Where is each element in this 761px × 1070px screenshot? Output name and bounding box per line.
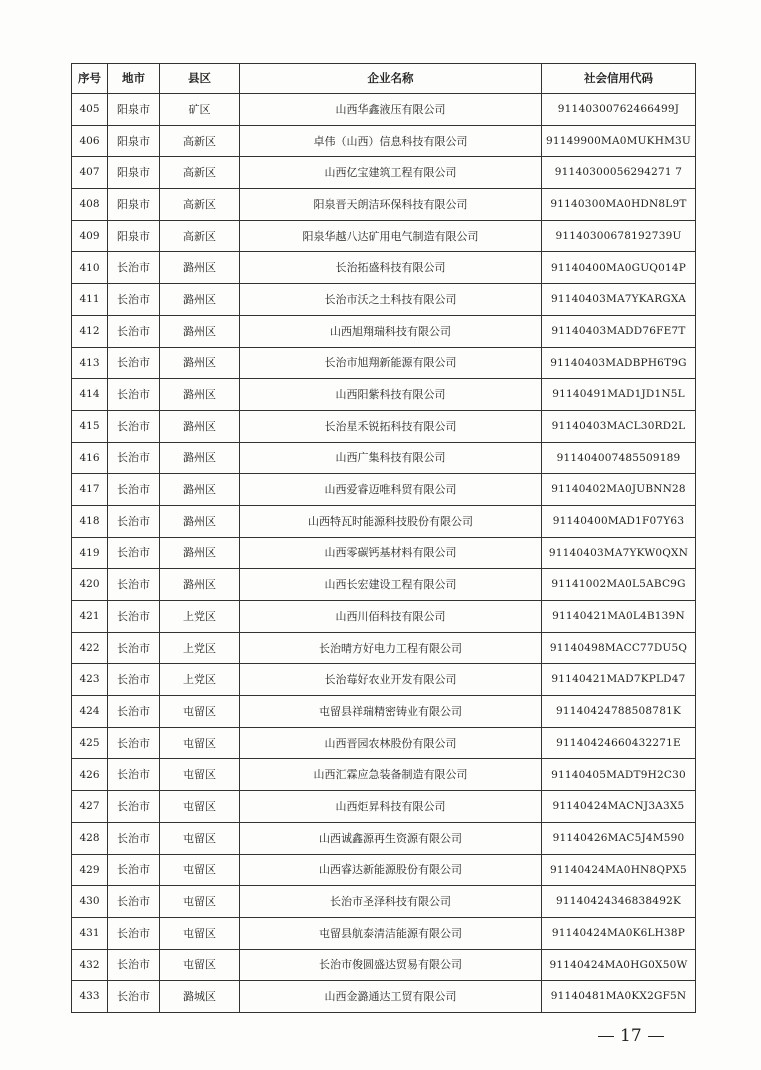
cell-district: 潞州区 bbox=[160, 474, 240, 506]
cell-credit-code: 91140424MA0HG0X50W bbox=[542, 949, 696, 981]
cell-credit-code: 91140491MAD1JD1N5L bbox=[542, 379, 696, 411]
cell-district: 潞州区 bbox=[160, 442, 240, 474]
cell-city: 长治市 bbox=[108, 410, 160, 442]
cell-company-name: 屯留县航泰清洁能源有限公司 bbox=[240, 917, 542, 949]
cell-district: 矿区 bbox=[160, 94, 240, 126]
cell-company-name: 山西零碳钙基材料有限公司 bbox=[240, 537, 542, 569]
table-row bbox=[72, 252, 696, 284]
cell-district: 潞州区 bbox=[160, 537, 240, 569]
cell-index: 424 bbox=[72, 696, 108, 728]
table-row bbox=[72, 981, 696, 1013]
table-header-row bbox=[72, 64, 696, 94]
cell-index: 418 bbox=[72, 505, 108, 537]
table-row bbox=[72, 696, 696, 728]
table-row bbox=[72, 125, 696, 157]
cell-company-name: 山西广集科技有限公司 bbox=[240, 442, 542, 474]
cell-company-name: 山西亿宝建筑工程有限公司 bbox=[240, 157, 542, 189]
cell-credit-code: 91140426MAC5J4M590 bbox=[542, 822, 696, 854]
header-index: 序号 bbox=[72, 64, 108, 94]
table-row bbox=[72, 822, 696, 854]
cell-credit-code: 91140300762466499J bbox=[542, 94, 696, 126]
header-district: 县区 bbox=[160, 64, 240, 94]
cell-city: 长治市 bbox=[108, 252, 160, 284]
cell-company-name: 山西晋园农林股份有限公司 bbox=[240, 727, 542, 759]
cell-city: 长治市 bbox=[108, 505, 160, 537]
cell-company-name: 山西汇霖应急装备制造有限公司 bbox=[240, 759, 542, 791]
cell-company-name: 长治市沃之土科技有限公司 bbox=[240, 284, 542, 316]
cell-company-name: 山西华鑫液压有限公司 bbox=[240, 94, 542, 126]
cell-company-name: 长治市圣泽科技有限公司 bbox=[240, 886, 542, 918]
cell-credit-code: 91140424MACNJ3A3X5 bbox=[542, 791, 696, 823]
cell-credit-code: 91140300MA0HDN8L9T bbox=[542, 189, 696, 221]
cell-company-name: 山西睿达新能源股份有限公司 bbox=[240, 854, 542, 886]
cell-company-name: 山西长宏建设工程有限公司 bbox=[240, 569, 542, 601]
cell-city: 长治市 bbox=[108, 347, 160, 379]
cell-city: 长治市 bbox=[108, 791, 160, 823]
cell-company-name: 卓伟（山西）信息科技有限公司 bbox=[240, 125, 542, 157]
cell-district: 高新区 bbox=[160, 125, 240, 157]
cell-company-name: 长治拓盛科技有限公司 bbox=[240, 252, 542, 284]
cell-company-name: 长治莓好农业开发有限公司 bbox=[240, 664, 542, 696]
cell-company-name: 山西金潞通达工贸有限公司 bbox=[240, 981, 542, 1013]
table-row bbox=[72, 727, 696, 759]
cell-city: 长治市 bbox=[108, 696, 160, 728]
cell-credit-code: 91140421MA0L4B139N bbox=[542, 601, 696, 633]
cell-credit-code: 91140424660432271E bbox=[542, 727, 696, 759]
cell-company-name: 长治市俊圆盛达贸易有限公司 bbox=[240, 949, 542, 981]
cell-credit-code: 91140403MACL30RD2L bbox=[542, 410, 696, 442]
cell-district: 屯留区 bbox=[160, 917, 240, 949]
cell-company-name: 长治市旭翔新能源有限公司 bbox=[240, 347, 542, 379]
cell-company-name: 山西诚鑫源再生资源有限公司 bbox=[240, 822, 542, 854]
cell-index: 432 bbox=[72, 949, 108, 981]
cell-district: 潞州区 bbox=[160, 410, 240, 442]
cell-company-name: 长治晴方好电力工程有限公司 bbox=[240, 632, 542, 664]
cell-credit-code: 91140400MA0GUQ014P bbox=[542, 252, 696, 284]
table-row bbox=[72, 94, 696, 126]
cell-index: 416 bbox=[72, 442, 108, 474]
cell-city: 长治市 bbox=[108, 537, 160, 569]
cell-credit-code: 91140400MAD1F07Y63 bbox=[542, 505, 696, 537]
cell-credit-code: 91140300678192739U bbox=[542, 220, 696, 252]
table-row bbox=[72, 917, 696, 949]
cell-index: 433 bbox=[72, 981, 108, 1013]
cell-credit-code: 91140402MA0JUBNN28 bbox=[542, 474, 696, 506]
cell-city: 长治市 bbox=[108, 379, 160, 411]
cell-district: 屯留区 bbox=[160, 759, 240, 791]
cell-index: 419 bbox=[72, 537, 108, 569]
cell-company-name: 阳泉华越八达矿用电气制造有限公司 bbox=[240, 220, 542, 252]
cell-district: 潞州区 bbox=[160, 379, 240, 411]
cell-city: 阳泉市 bbox=[108, 94, 160, 126]
cell-city: 阳泉市 bbox=[108, 157, 160, 189]
enterprise-table bbox=[71, 63, 696, 1013]
cell-index: 422 bbox=[72, 632, 108, 664]
cell-index: 409 bbox=[72, 220, 108, 252]
cell-city: 长治市 bbox=[108, 569, 160, 601]
cell-city: 长治市 bbox=[108, 727, 160, 759]
cell-index: 429 bbox=[72, 854, 108, 886]
footer-dash-left bbox=[598, 1036, 614, 1037]
cell-district: 高新区 bbox=[160, 189, 240, 221]
cell-city: 长治市 bbox=[108, 315, 160, 347]
cell-index: 406 bbox=[72, 125, 108, 157]
table-row bbox=[72, 442, 696, 474]
cell-company-name: 山西阳紫科技有限公司 bbox=[240, 379, 542, 411]
cell-company-name: 山西炬昇科技有限公司 bbox=[240, 791, 542, 823]
cell-district: 上党区 bbox=[160, 664, 240, 696]
header-company-name: 企业名称 bbox=[240, 64, 542, 94]
cell-district: 潞州区 bbox=[160, 347, 240, 379]
cell-index: 410 bbox=[72, 252, 108, 284]
table-row bbox=[72, 949, 696, 981]
cell-credit-code: 911404007485509189 bbox=[542, 442, 696, 474]
cell-district: 潞州区 bbox=[160, 315, 240, 347]
cell-index: 417 bbox=[72, 474, 108, 506]
cell-district: 潞州区 bbox=[160, 569, 240, 601]
cell-company-name: 山西特瓦时能源科技股份有限公司 bbox=[240, 505, 542, 537]
table-row bbox=[72, 284, 696, 316]
table-row bbox=[72, 569, 696, 601]
cell-index: 412 bbox=[72, 315, 108, 347]
cell-credit-code: 91149900MA0MUKHM3U bbox=[542, 125, 696, 157]
cell-index: 427 bbox=[72, 791, 108, 823]
cell-company-name: 阳泉晋天朗洁环保科技有限公司 bbox=[240, 189, 542, 221]
table-row bbox=[72, 759, 696, 791]
header-city: 地市 bbox=[108, 64, 160, 94]
cell-district: 屯留区 bbox=[160, 791, 240, 823]
cell-district: 屯留区 bbox=[160, 696, 240, 728]
cell-index: 426 bbox=[72, 759, 108, 791]
cell-credit-code: 91140421MAD7KPLD47 bbox=[542, 664, 696, 696]
table-row bbox=[72, 157, 696, 189]
table-row bbox=[72, 505, 696, 537]
cell-index: 421 bbox=[72, 601, 108, 633]
cell-credit-code: 91140424788508781K bbox=[542, 696, 696, 728]
cell-index: 430 bbox=[72, 886, 108, 918]
table-row bbox=[72, 379, 696, 411]
cell-city: 长治市 bbox=[108, 664, 160, 696]
cell-city: 阳泉市 bbox=[108, 189, 160, 221]
cell-index: 414 bbox=[72, 379, 108, 411]
header-credit-code: 社会信用代码 bbox=[542, 64, 696, 94]
cell-district: 屯留区 bbox=[160, 822, 240, 854]
table-row bbox=[72, 537, 696, 569]
cell-city: 长治市 bbox=[108, 949, 160, 981]
cell-district: 上党区 bbox=[160, 601, 240, 633]
cell-credit-code: 91140424346838492K bbox=[542, 886, 696, 918]
cell-credit-code: 91140300056294271 7 bbox=[542, 157, 696, 189]
table-row bbox=[72, 791, 696, 823]
cell-district: 屯留区 bbox=[160, 854, 240, 886]
cell-district: 屯留区 bbox=[160, 886, 240, 918]
cell-index: 428 bbox=[72, 822, 108, 854]
cell-district: 屯留区 bbox=[160, 727, 240, 759]
cell-credit-code: 91140403MA7YKARGXA bbox=[542, 284, 696, 316]
cell-credit-code: 91140498MACC77DU5Q bbox=[542, 632, 696, 664]
table-row bbox=[72, 664, 696, 696]
cell-credit-code: 91140403MADBPH6T9G bbox=[542, 347, 696, 379]
cell-district: 高新区 bbox=[160, 220, 240, 252]
cell-district: 潞州区 bbox=[160, 505, 240, 537]
cell-city: 长治市 bbox=[108, 981, 160, 1013]
table-row bbox=[72, 601, 696, 633]
page-number: 17 bbox=[620, 1026, 642, 1046]
page-footer bbox=[592, 1026, 670, 1046]
cell-district: 潞城区 bbox=[160, 981, 240, 1013]
cell-district: 高新区 bbox=[160, 157, 240, 189]
cell-index: 405 bbox=[72, 94, 108, 126]
cell-city: 长治市 bbox=[108, 442, 160, 474]
cell-company-name: 山西川佰科技有限公司 bbox=[240, 601, 542, 633]
cell-index: 413 bbox=[72, 347, 108, 379]
cell-index: 415 bbox=[72, 410, 108, 442]
cell-credit-code: 91140403MA7YKW0QXN bbox=[542, 537, 696, 569]
table-row bbox=[72, 315, 696, 347]
cell-credit-code: 91140405MADT9H2C30 bbox=[542, 759, 696, 791]
cell-index: 411 bbox=[72, 284, 108, 316]
table-row bbox=[72, 474, 696, 506]
cell-city: 长治市 bbox=[108, 284, 160, 316]
table-row bbox=[72, 220, 696, 252]
cell-city: 长治市 bbox=[108, 759, 160, 791]
table-row bbox=[72, 632, 696, 664]
cell-company-name: 山西旭翔瑞科技有限公司 bbox=[240, 315, 542, 347]
cell-city: 长治市 bbox=[108, 886, 160, 918]
cell-index: 431 bbox=[72, 917, 108, 949]
footer-dash-right bbox=[648, 1036, 664, 1037]
cell-city: 长治市 bbox=[108, 632, 160, 664]
cell-city: 长治市 bbox=[108, 917, 160, 949]
cell-credit-code: 91140424MA0K6LH38P bbox=[542, 917, 696, 949]
cell-index: 425 bbox=[72, 727, 108, 759]
cell-city: 阳泉市 bbox=[108, 125, 160, 157]
table-row bbox=[72, 410, 696, 442]
cell-index: 408 bbox=[72, 189, 108, 221]
cell-district: 上党区 bbox=[160, 632, 240, 664]
cell-company-name: 山西爱睿迈唯科贸有限公司 bbox=[240, 474, 542, 506]
table-row bbox=[72, 886, 696, 918]
cell-credit-code: 91140424MA0HN8QPX5 bbox=[542, 854, 696, 886]
cell-company-name: 长治星禾锐拓科技有限公司 bbox=[240, 410, 542, 442]
cell-district: 潞州区 bbox=[160, 252, 240, 284]
table-row bbox=[72, 347, 696, 379]
table-row bbox=[72, 854, 696, 886]
cell-index: 423 bbox=[72, 664, 108, 696]
cell-credit-code: 91140403MADD76FE7T bbox=[542, 315, 696, 347]
cell-credit-code: 91141002MA0L5ABC9G bbox=[542, 569, 696, 601]
cell-city: 长治市 bbox=[108, 474, 160, 506]
cell-city: 阳泉市 bbox=[108, 220, 160, 252]
cell-district: 屯留区 bbox=[160, 949, 240, 981]
cell-district: 潞州区 bbox=[160, 284, 240, 316]
cell-city: 长治市 bbox=[108, 822, 160, 854]
cell-index: 420 bbox=[72, 569, 108, 601]
cell-company-name: 屯留县祥瑞精密铸业有限公司 bbox=[240, 696, 542, 728]
cell-city: 长治市 bbox=[108, 854, 160, 886]
cell-city: 长治市 bbox=[108, 601, 160, 633]
table-row bbox=[72, 189, 696, 221]
cell-credit-code: 91140481MA0KX2GF5N bbox=[542, 981, 696, 1013]
cell-index: 407 bbox=[72, 157, 108, 189]
